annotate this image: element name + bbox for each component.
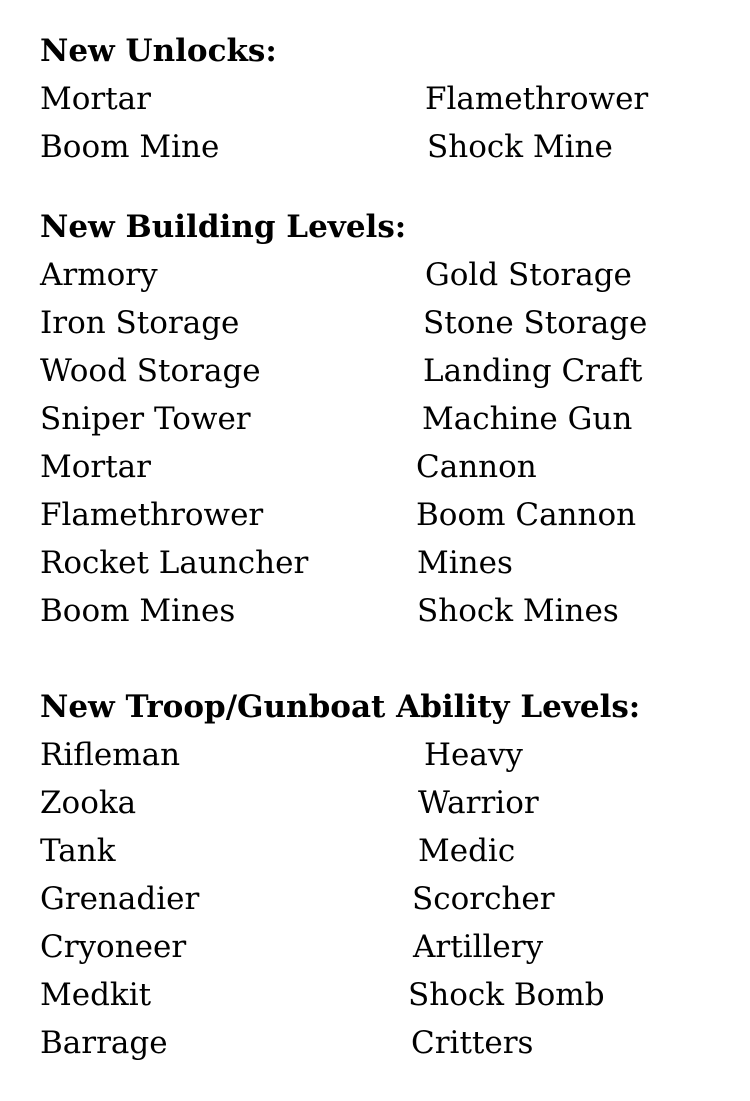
list-item: Cannon xyxy=(416,449,537,485)
list-item: Boom Mine xyxy=(40,129,220,165)
list-item: Barrage xyxy=(40,1025,168,1061)
list-item: Shock Mines xyxy=(417,593,619,629)
list-item: Flamethrower xyxy=(425,81,649,117)
list-item: Critters xyxy=(411,1025,534,1061)
list-item: Shock Bomb xyxy=(408,977,605,1013)
list-item: Sniper Tower xyxy=(40,401,251,437)
list-item: Shock Mine xyxy=(427,129,613,165)
list-item: Rifleman xyxy=(40,737,181,773)
list-item: Gold Storage xyxy=(425,257,632,293)
list-item: Mines xyxy=(417,545,513,581)
list-item: Iron Storage xyxy=(40,305,240,341)
list-item: Cryoneer xyxy=(40,929,187,965)
list-item: Warrior xyxy=(418,785,539,821)
section-heading-unlocks: New Unlocks: xyxy=(40,33,277,69)
list-item: Heavy xyxy=(424,737,523,773)
list-item: Medkit xyxy=(40,977,152,1013)
list-item: Wood Storage xyxy=(40,353,261,389)
list-item: Scorcher xyxy=(412,881,555,917)
list-item: Medic xyxy=(418,833,516,869)
list-item: Flamethrower xyxy=(40,497,264,533)
section-heading-troop-gunboat-levels: New Troop/Gunboat Ability Levels: xyxy=(40,689,641,725)
list-item: Armory xyxy=(40,257,158,293)
list-item: Mortar xyxy=(40,449,151,485)
list-item: Landing Craft xyxy=(423,353,643,389)
list-item: Boom Mines xyxy=(40,593,236,629)
list-item: Artillery xyxy=(413,929,544,965)
list-item: Machine Gun xyxy=(422,401,633,437)
list-item: Rocket Launcher xyxy=(40,545,309,581)
section-heading-building-levels: New Building Levels: xyxy=(40,209,407,245)
list-item: Stone Storage xyxy=(423,305,648,341)
list-item: Mortar xyxy=(40,81,151,117)
list-item: Boom Cannon xyxy=(416,497,637,533)
list-item: Zooka xyxy=(40,785,137,821)
list-item: Tank xyxy=(40,833,116,869)
list-item: Grenadier xyxy=(40,881,200,917)
